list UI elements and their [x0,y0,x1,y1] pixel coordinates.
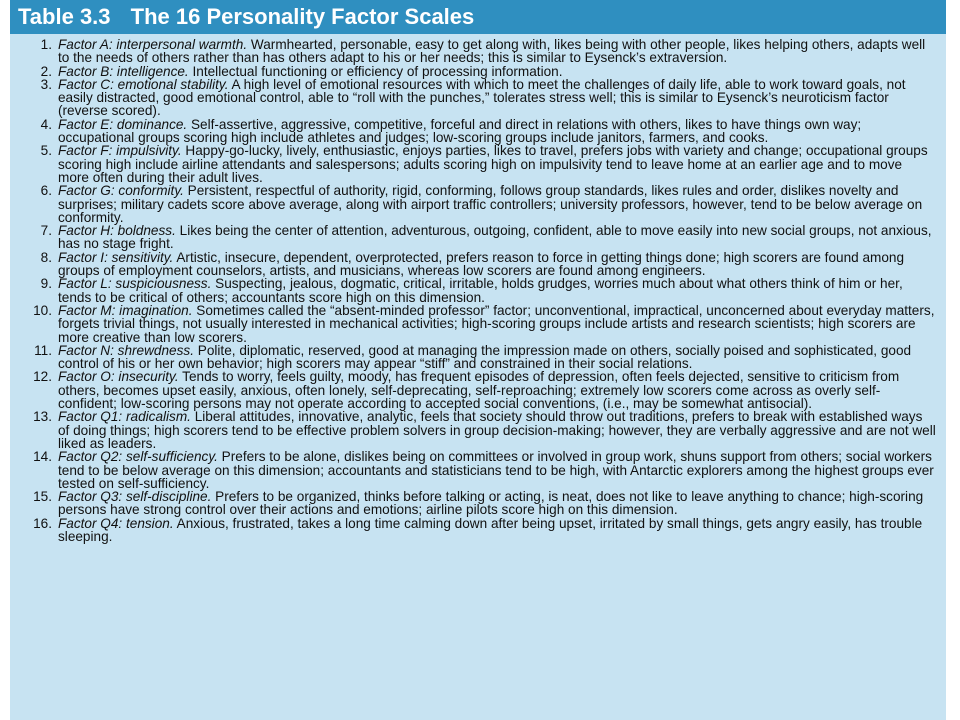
factor-name: Factor Q4: tension. [58,515,174,531]
factor-item [10,184,936,224]
factor-name: Factor E: dominance. [58,116,188,132]
factor-name: Factor L: suspiciousness. [58,276,212,292]
factor-number: 5. [40,143,52,159]
factor-number: 1. [40,37,52,52]
factor-description: Prefers to be organized, thinks before talking or acting, is neat, does not like to leave anything to chance; high-scoring persons have strong control over their actions and emotions; airline pilots score high on this dimension. [58,489,924,518]
factor-name: Factor Q1: radicalism. [58,409,191,425]
factor-item [10,118,936,145]
factor-description: Tends to worry, feels guilty, moody, has frequent episodes of depression, often feels dejected, sensitive to criticism from others, becomes upset easily, anxious, often lonely, self-deprecating, self-reproaching; extremely low scorers come across as overly self-confident; low-scoring persons may not operate according to accepted social conventions, (i.e., may be somewhat antisocial). [58,369,900,412]
factor-description: Sometimes called the “absent-minded professor” factor; unconventional, impractical, unconcerned about everyday matters, forgets trivial things, not usually interested in mechanical activities; high-scoring groups include artists and research scientists; high scorers are more creative than low scorers. [58,302,935,345]
factor-item [10,65,936,78]
factor-item [10,277,936,304]
factor-number: 14. [33,449,52,465]
factor-name: Factor I: sensitivity. [58,249,174,265]
factor-name: Factor Q2: self-sufficiency. [58,449,218,465]
factor-number: 2. [40,63,52,79]
factor-description: Self-assertive, aggressive, competitive, forceful and direct in relations with others, likes to have things own way; occupational groups scoring high include athletes and judges; low-scoring groups include janitors, farmers, and cooks. [58,116,862,146]
factor-name: Factor M: imagination. [58,302,193,318]
factor-description: A high level of emotional resources with which to meet the challenges of daily life, able to work toward goals, not easily distracted, good emotional control, able to “roll with the punches,” tolerates stress well; this is similar to Eysenck’s neuroticism factor (reverse scored). [58,76,906,119]
factor-text [58,410,936,450]
factor-item [10,490,936,517]
factor-name: Factor A: interpersonal warmth. [58,37,248,52]
table-title-bar [10,0,946,34]
factor-text [58,184,936,224]
factor-description: Polite, diplomatic, reserved, good at managing the impression made on others, socially poised and sophisticated, good control of his or her own behavior; high scorers may appear “stiff” and constrained in their social relations. [58,342,912,372]
table-label: Table 3.3 [18,4,111,29]
factor-description: Artistic, insecure, dependent, overprotected, prefers reason to force in getting things done; high scorers are found among groups of employment counselors, artists, and musicians, whereas low scorers are found among engineers. [58,249,905,279]
factor-name: Factor Q3: self-discipline. [58,489,212,505]
factor-list [10,34,946,543]
factor-item [10,78,936,118]
factor-description: Intellectual functioning or efficiency of processing information. [188,63,563,79]
factor-item [10,410,936,450]
factor-item [10,370,936,410]
factor-item [10,144,936,184]
factor-item [10,251,936,278]
factor-text [58,277,936,304]
factor-description: Warmhearted, personable, easy to get along with, likes being with other people, likes helping others, adapts well to the needs of others rather than has others adapt to his or her needs; this is similar to Eysenck’s extraversion. [58,37,926,66]
factor-description: Liberal attitudes, innovative, analytic, feels that society should throw out traditions, prefers to break with established ways of doing things; high scorers tend to be effective problem solvers in group decision-making; however, they are verbally aggressive and are not well liked as leaders. [58,409,936,451]
factor-text [58,251,936,278]
factor-description: Likes being the center of attention, adventurous, outgoing, confident, able to move easily into new social groups, not anxious, has no stage fright. [58,223,932,252]
factor-text [58,370,936,410]
factor-text [58,490,936,517]
factor-text [58,144,936,184]
factor-text [58,78,936,118]
table-panel [10,0,946,720]
factor-description: Suspecting, jealous, dogmatic, critical, irritable, holds grudges, worries much about what others think of him or her, tends to be critical of others; accountants score high on this dimension. [58,276,903,305]
factor-text [58,517,936,544]
factor-name: Factor C: emotional stability. [58,76,229,92]
factor-number: 6. [40,183,52,199]
factor-number: 16. [33,515,52,531]
factor-text [58,224,936,251]
factor-number: 15. [33,489,52,505]
factor-name: Factor B: intelligence. [58,63,189,79]
factor-item [10,344,936,371]
factor-text [58,304,936,344]
factor-number: 11. [34,342,52,358]
factor-text [58,118,936,145]
factor-number: 7. [40,223,52,239]
factor-number: 4. [40,116,52,132]
factor-text [58,65,936,78]
factor-item [10,450,936,490]
factor-name: Factor F: impulsivity. [58,143,182,159]
factor-item [10,38,936,65]
factor-number: 3. [40,76,52,92]
factor-number: 13. [33,409,52,425]
factor-text [58,38,936,65]
factor-name: Factor N: shrewdness. [58,342,194,358]
factor-name: Factor H: boldness. [58,223,176,239]
factor-description: Anxious, frustrated, takes a long time calming down after being upset, irritated by small things, gets angry easily, has trouble sleeping. [58,515,923,544]
factor-name: Factor G: conformity. [58,183,184,199]
factor-number: 8. [40,249,52,265]
factor-number: 9. [40,276,52,292]
factor-description: Happy-go-lucky, lively, enthusiastic, enjoys parties, likes to travel, prefers jobs with variety and change; occupational groups scoring high include airline attendants and salespersons; adults scoring high on impulsivity tend to leave home at an earlier age and to move more often during their adult lives. [58,143,928,185]
factor-item [10,517,936,544]
factor-item [10,304,936,344]
factor-number: 10. [33,302,52,318]
factor-name: Factor O: insecurity. [58,369,179,385]
factor-number: 12. [33,369,52,385]
factor-text [58,344,936,371]
factor-description: Prefers to be alone, dislikes being on committees or involved in group work, shuns support from others; social workers tend to be below average on this dimension; accountants and statisticians tend to be high, with Antarctic explorers among the highest groups ever tested on self-sufficiency. [58,449,934,491]
factor-text [58,450,936,490]
table-title: The 16 Personality Factor Scales [130,4,475,29]
factor-description: Persistent, respectful of authority, rigid, conforming, follows group standards, likes rules and order, dislikes novelty and surprises; military cadets score above average, along with airport traffic controllers; university professors, however, tend to be below average on conformity. [58,183,923,225]
factor-item [10,224,936,251]
